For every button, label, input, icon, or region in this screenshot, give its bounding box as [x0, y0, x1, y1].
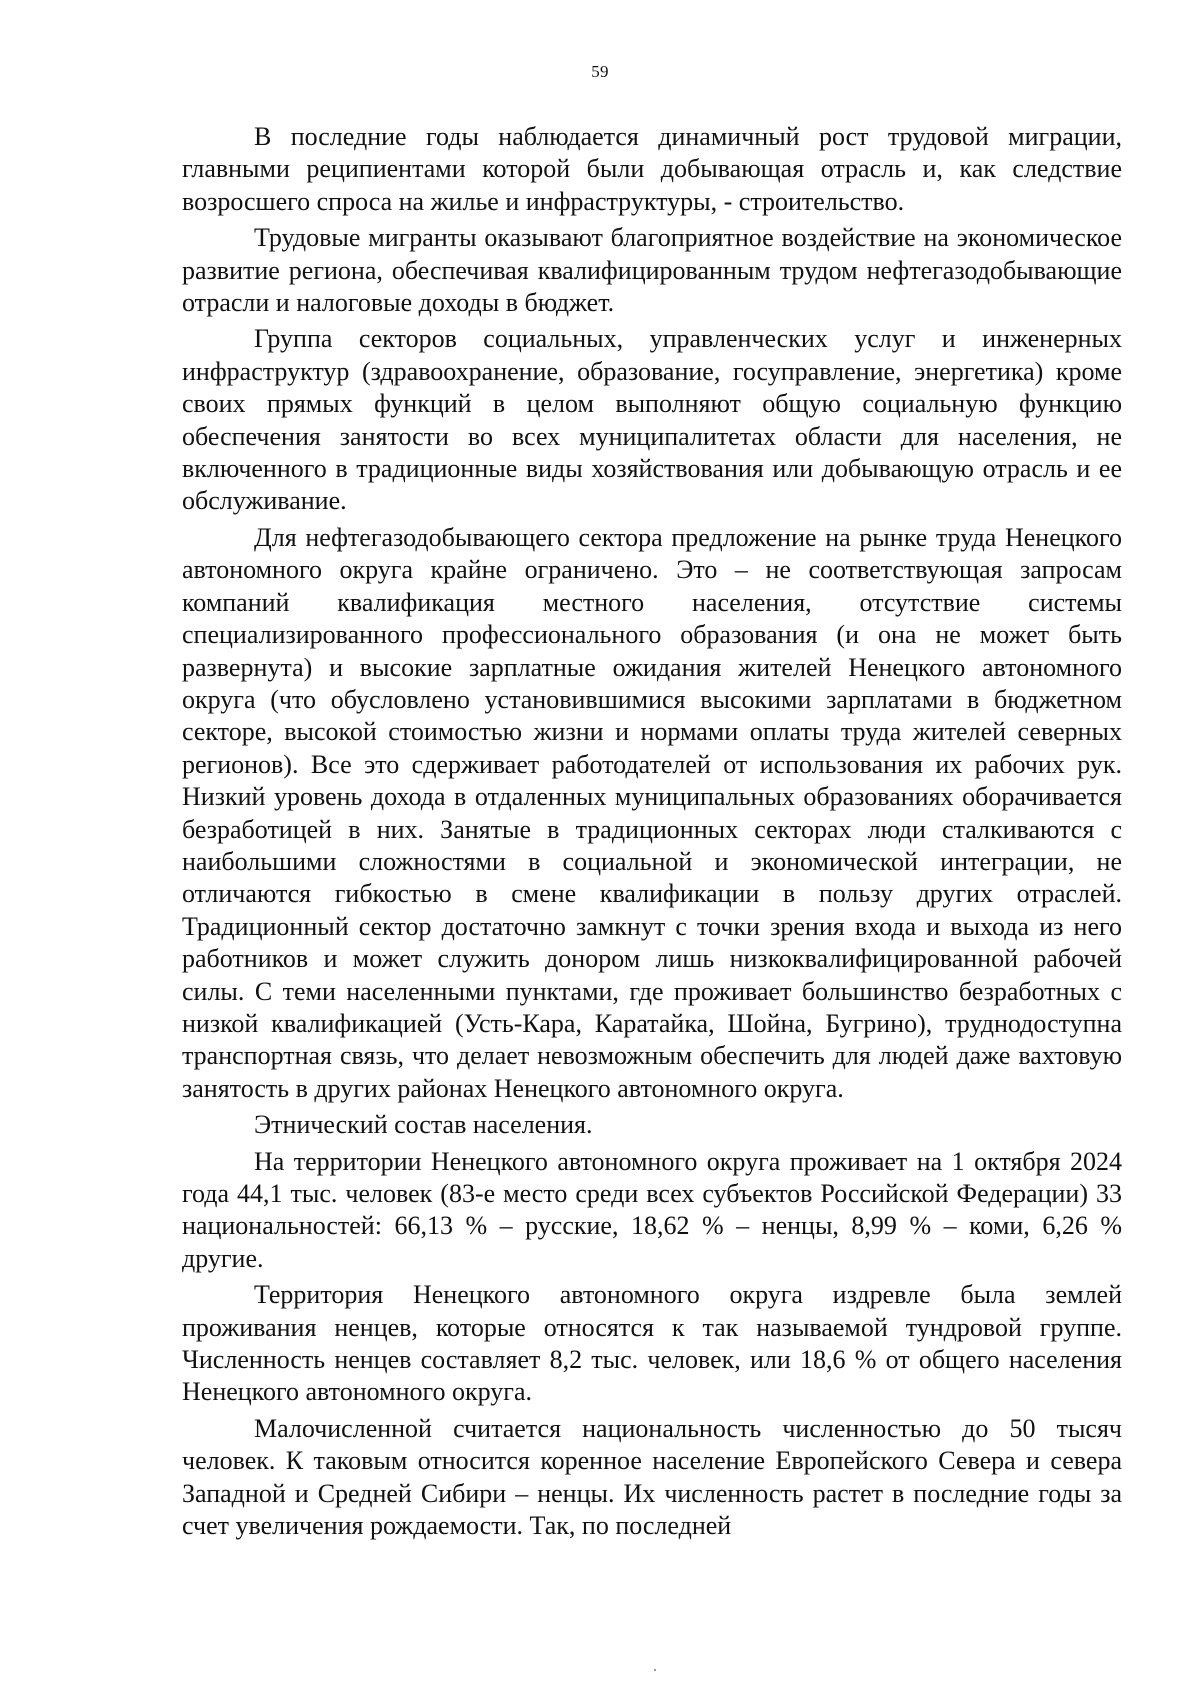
document-body: [182, 121, 1122, 1542]
paragraph-ethnic-heading: Этнический состав населения.: [254, 1110, 593, 1140]
paragraph-population-composition: На территории Ненецкого автономного округа проживает на 1 октября 2024 года 44,1 тыс. человек (83-е место среди всех субъектов Российской Федерации) 33 национальностей: 66,13 % – русские, 18,62 % – ненцы, 8,99 % – коми, 6,26 % другие.: [182, 1146, 1122, 1273]
paragraph-indigenous-population: Малочисленной считается национальность численностью до 50 тысяч человек. К таковым относится коренное население Европейского Севера и севера Западной и Средней Сибири – ненцы. Их численность растет в последние годы за счет увеличения рождаемости. Так, по последней: [182, 1413, 1122, 1541]
paragraph-social-sectors: Группа секторов социальных, управленческих услуг и инженерных инфраструктур (здравоохранение, образование, госуправление, энергетика) кроме своих прямых функций в целом выполняют общую социальную функцию обеспечения занятости во всех муниципалитетах области для населения, не включенного в традиционные виды хозяйствования или добывающую отрасль и ее обслуживание.: [182, 324, 1122, 516]
paragraph-labor-migration: В последние годы наблюдается динамичный рост трудовой миграции, главными реципиентами которой были добывающая отрасль и, как следствие возросшего спроса на жилье и инфраструктуры, - строительство.: [182, 122, 1122, 216]
page-number: 59: [591, 62, 609, 81]
paragraph-nenets-territory: Территория Ненецкого автономного округа издревле была землей проживания ненцев, которые относятся к так называемой тундровой группе. Численность ненцев составляет 8,2 тыс. человек, или 18,6 % от общего населения Ненецкого автономного округа.: [182, 1280, 1122, 1407]
paragraph-oil-gas-labor-market: Для нефтегазодобывающего сектора предложение на рынке труда Ненецкого автономного округа крайне ограничено. Это – не соответствующая запросам компаний квалификация местного населения, отсутствие системы специализированного профессионального образования (и она не может быть развернута) и высокие зарплатные ожидания жителей Ненецкого автономного округа (что обусловлено установившимися высокими зарплатами в бюджетном секторе, высокой стоимостью жизни и нормами оплаты труда жителей северных регионов). Все это сдерживает работодателей от использования их рабочих рук. Низкий уровень дохода в отдаленных муниципальных образованиях оборачивается безработицей в них. Занятые в традиционных секторах люди сталкиваются с наибольшими сложностями в социальной и экономической интеграции, не отличаются гибкостью в смене квалификации в пользу других отраслей. Традиционный сектор достаточно замкнут с точки зрения входа и выхода из него работников и может служить донором лишь низкоквалифицированной рабочей силы. С теми населенными пунктами, где проживает большинство безработных с низкой квалификацией (Усть-Кара, Каратайка, Шойна, Бугрино), труднодоступна транспортная связь, что делает невозможным обеспечить для людей даже вахтовую занятость в других районах Ненецкого автономного округа.: [182, 522, 1122, 1103]
scan-speck: [654, 1669, 656, 1671]
paragraph-labor-migrants: Трудовые мигранты оказывают благоприятное воздействие на экономическое развитие региона, обеспечивая квалифицированным трудом нефтегазодобывающие отрасли и налоговые доходы в бюджет.: [182, 223, 1122, 318]
